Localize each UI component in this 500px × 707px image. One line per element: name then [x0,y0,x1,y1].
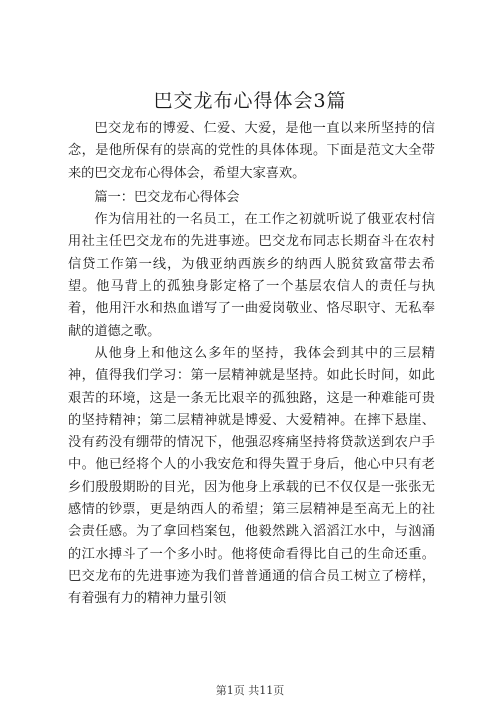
page-footer: 第1页 共11页 [215,684,285,697]
intro-paragraph: 巴交龙布的博爱、仁爱、大爱，是他一直以来所坚持的信念，是他所保有的崇高的党性的具体体现。下面是范文大全带来的巴交龙布心得体会，希望大家喜欢。 [68,121,435,181]
document-title: 巴交龙布心得体会3篇 [153,90,347,112]
section-heading: 篇一：巴交龙布心得体会 [94,189,240,205]
document-body [68,118,435,611]
body-paragraph-1: 作为信用社的一名员工，在工作之初就听说了俄亚农村信用社主任巴交龙布的先进事迹。巴交龙布同志长期奋斗在农村信贷工作第一线，为俄亚纳西族乡的纳西人脱贫致富带去希望。他马背上的孤独身影定格了一个基层农信人的责任与执着，他用汗水和热血谱写了一曲爱岗敬业、恪尽职守、无私奉献的道德之歌。 [68,212,435,339]
body-paragraph-2: 从他身上和他这么多年的坚持，我体会到其中的三层精神，值得我们学习：第一层精神就是坚持。如此长时间，如此艰苦的环境，这是一条无比艰辛的孤独路，这是一种难能可贵的坚持精神；第二层精神就是博爱、大爱精神。在摔下悬崖、没有药没有绷带的情况下，他强忍疼痛坚持将贷款送到农户手中。他已经将个人的小我安危和得失置于身后，他心中只有老乡们殷殷期盼的目光，因为他身上承载的已不仅仅是一张张无感情的钞票，更是纳西人的希望；第三层精神是至高无上的社会责任感。为了拿回档案包，他毅然跳入滔滔江水中，与汹涌的江水搏斗了一个多小时。他将使命看得比自己的生命还重。巴交龙布的先进事迹为我们普普通通的信合员工树立了榜样，有着强有力的精神力量引领 [68,345,435,607]
